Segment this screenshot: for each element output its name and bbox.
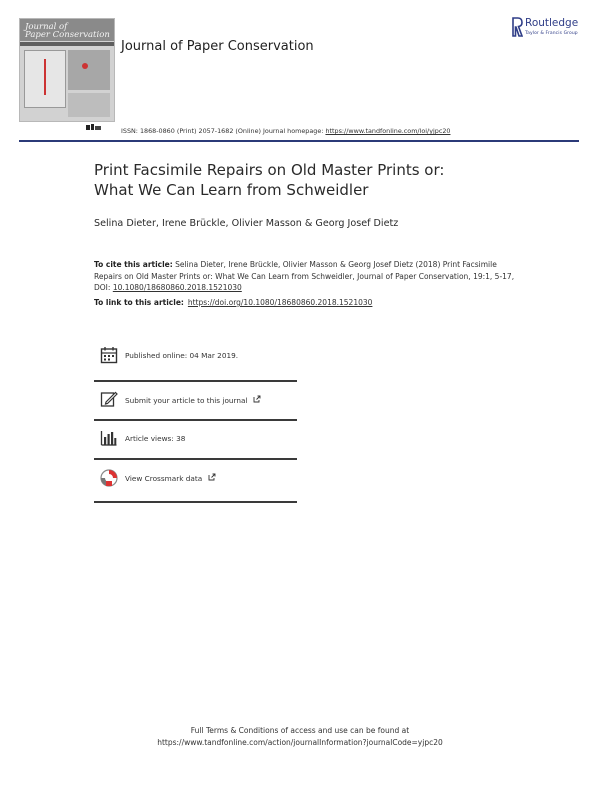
submit-article-link[interactable]: [125, 395, 261, 405]
publisher-tagline: Taylor & Francis Group: [525, 31, 578, 36]
journal-homepage-link[interactable]: https://www.tandfonline.com/loi/yjpc20: [325, 127, 451, 135]
authors: Selina Dieter, Irene Brückle, Olivier Masson & Georg Josef Dietz: [94, 218, 399, 229]
issn-text: ISSN: 1868-0860 (Print) 2057-1682 (Online) Journal homepage:: [121, 127, 326, 135]
publisher-name: Routledge: [525, 17, 579, 29]
cover-strip: [20, 42, 114, 46]
article-title: [94, 160, 534, 200]
article-views-row[interactable]: [94, 429, 297, 467]
citation-label: To cite this article:: [94, 260, 173, 269]
issn-line: [121, 127, 450, 135]
article-link-line: [94, 298, 372, 307]
published-online-row: [94, 346, 297, 384]
article-title-line1: Print Facsimile Repairs on Old Master Prints or:: [94, 161, 445, 179]
link-label: To link to this article:: [94, 298, 184, 307]
separator: [94, 419, 297, 421]
edit-document-icon: [100, 390, 118, 408]
header-rule: [19, 140, 579, 142]
doi-link[interactable]: 10.1080/18680860.2018.1521030: [112, 283, 242, 292]
cover-red-dot: [82, 63, 88, 69]
citation-text: Selina Dieter, Irene Brückle, Olivier Masson & Georg Josef Dietz (2018) Print Facsimile Repairs on Old Master Prints or: What We Can Learn from Schweidler, Journal of Paper Conservation, 19:1, 5-17, DOI:: [94, 260, 515, 292]
footer-terms-link[interactable]: https://www.tandfonline.com/action/journalInformation?journalCode=yjpc20: [157, 737, 443, 747]
taylor-francis-logo-icon: [86, 124, 102, 131]
separator: [94, 380, 297, 382]
separator: [94, 458, 297, 460]
crossmark-icon: [100, 469, 118, 487]
footer-line1: Full Terms & Conditions of access and use can be found at: [190, 726, 410, 735]
bar-chart-icon: [100, 429, 118, 447]
citation-block: [94, 259, 524, 294]
cover-red-line: [44, 59, 46, 95]
journal-cover-image[interactable]: [19, 18, 115, 122]
routledge-r-icon: [511, 16, 523, 38]
article-doi-url[interactable]: https://doi.org/10.1080/18680860.2018.1521030: [187, 298, 373, 307]
article-title-line2: What We Can Learn from Schweidler: [94, 181, 369, 199]
crossmark-link[interactable]: [125, 473, 216, 483]
separator: [94, 501, 297, 503]
external-link-icon: [253, 395, 261, 403]
submit-article-text: Submit your article to this journal: [125, 396, 248, 405]
cover-photo-right-top: [68, 50, 110, 90]
crossmark-text: View Crossmark data: [125, 474, 203, 483]
footer: [0, 725, 600, 748]
cover-photo-right-bottom: [68, 93, 110, 117]
published-online-text: Published online: 04 Mar 2019.: [125, 351, 239, 360]
cover-title-line1: Journal of: [25, 22, 68, 32]
cover-title-line2: Paper Conservation: [25, 30, 110, 40]
journal-title[interactable]: Journal of Paper Conservation: [121, 39, 314, 54]
external-link-icon: [208, 473, 216, 481]
article-views-text: Article views: 38: [125, 434, 186, 443]
calendar-icon: [100, 346, 118, 364]
submit-article-row[interactable]: [94, 390, 297, 428]
